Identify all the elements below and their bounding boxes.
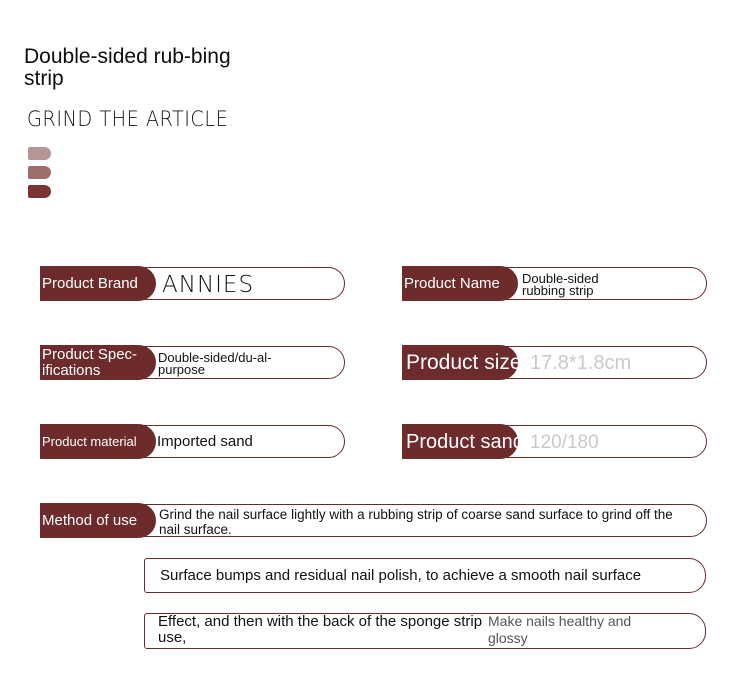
swatch-dark (28, 185, 51, 198)
usage-line3b: Make nails healthy and glossy (488, 613, 632, 646)
brand-label: Product Brand (40, 266, 156, 301)
specs-value: Double-sided/du-al-purpose (158, 349, 272, 377)
usage-line1: Grind the nail surface lightly with a rubbing strip of coarse sand surface to grind off the nail surface. (159, 507, 673, 537)
specs-label: Product Spec-ifications (40, 345, 156, 380)
page-title: Double-sided rub-bing strip (24, 45, 231, 90)
material-label: Product material (40, 424, 156, 459)
material-value: Imported sand (157, 433, 253, 450)
name-label: Product Name (402, 266, 518, 301)
name-value: Double-sided rubbing strip (522, 270, 599, 298)
size-label: Product size (402, 345, 518, 380)
brand-value: ANNIES (162, 271, 255, 298)
usage-line2: Surface bumps and residual nail polish, to achieve a smooth nail surface (160, 567, 642, 584)
usage-line3a: Effect, and then with the back of the sponge strip use, (158, 613, 483, 646)
swatch-medium (28, 166, 51, 179)
sand-value: 120/180 (530, 431, 599, 453)
usage-label: Method of use (40, 503, 156, 538)
sand-label: Product sand (402, 424, 518, 459)
swatch-light (28, 147, 51, 160)
page-subtitle: GRIND THE ARTICLE (27, 107, 229, 131)
size-value: 17.8*1.8cm (530, 352, 632, 374)
